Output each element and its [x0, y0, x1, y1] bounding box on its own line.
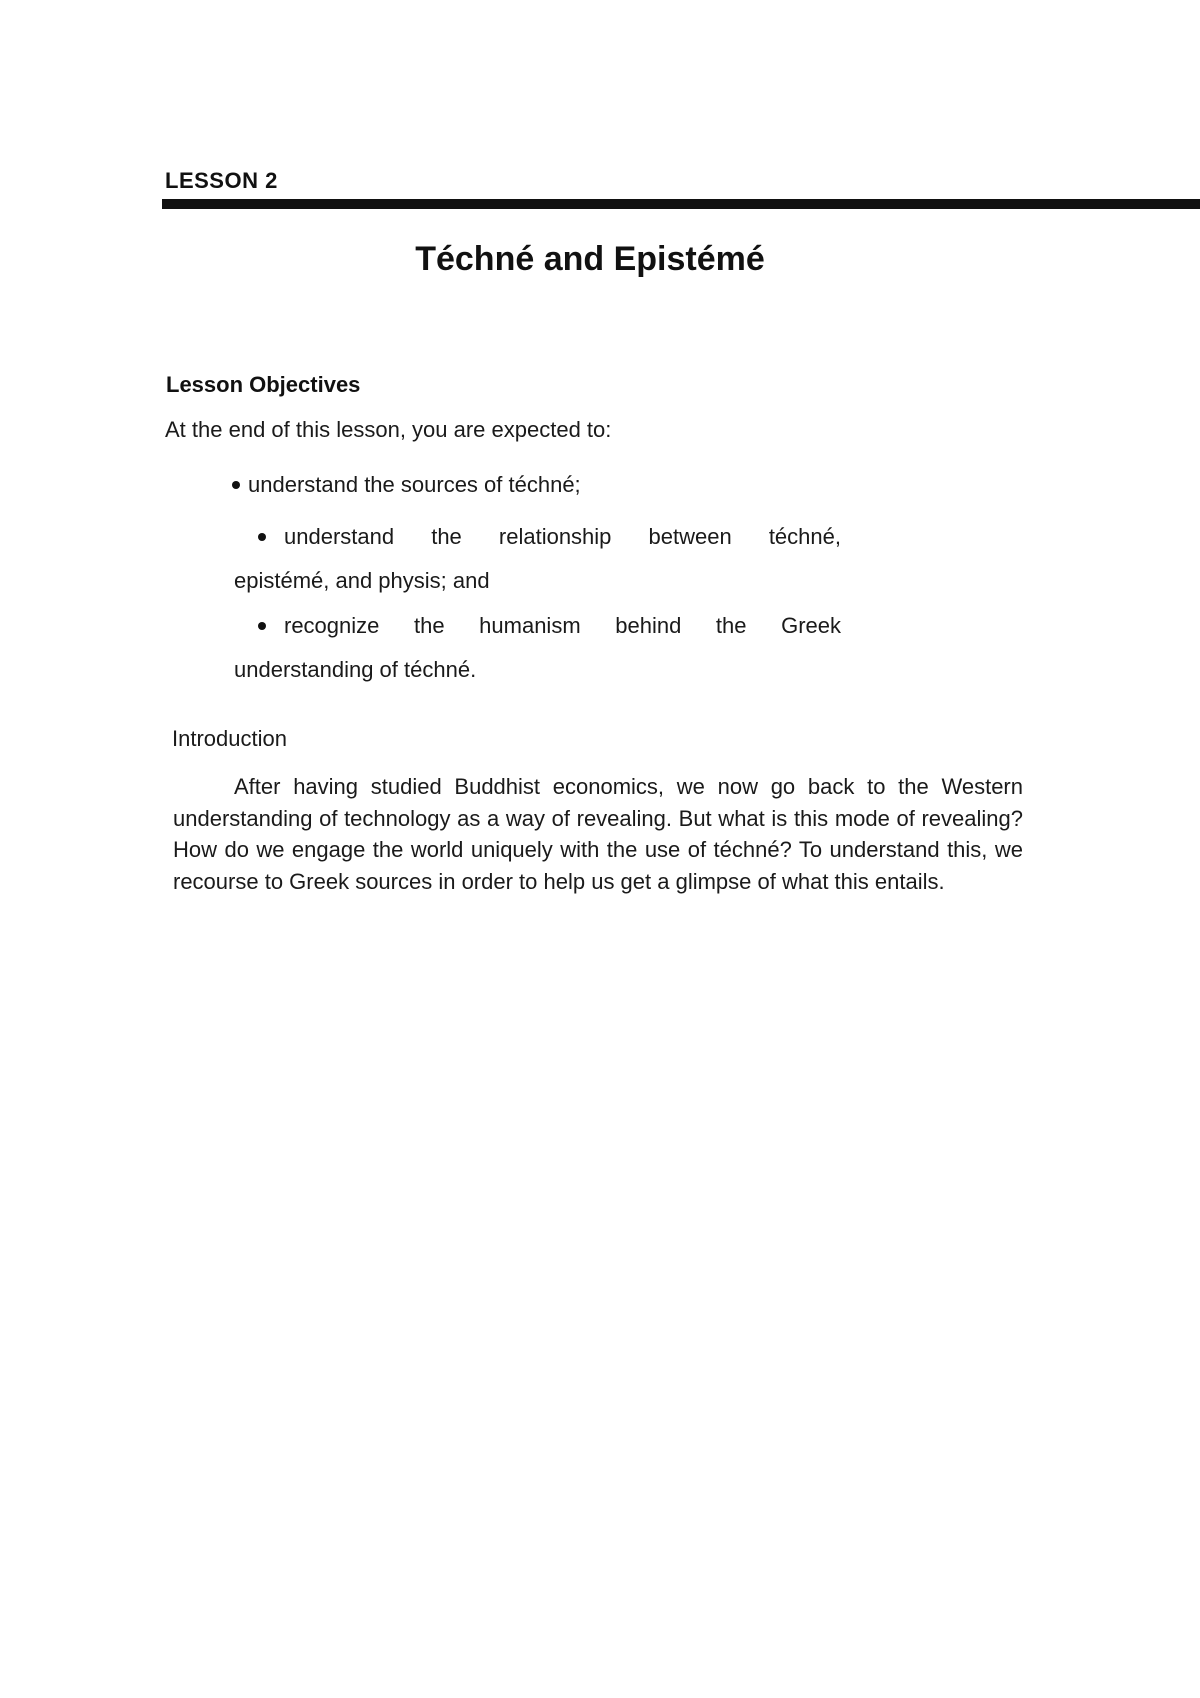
objectives-intro: At the end of this lesson, you are expected to:	[165, 417, 612, 442]
objective-line-2: understanding of téchné.	[234, 657, 477, 682]
lesson-divider	[162, 199, 1200, 209]
objective-item-2	[234, 522, 841, 596]
introduction-paragraph: After having studied Buddhist economics, we now go back to the Western understanding of technology as a way of revealing. But what is this mode of revealing? How do we engage the world uniquely with the use of téchné? To understand this, we recourse to Greek sources in order to help us get a glimpse of what this entails.	[173, 774, 1023, 894]
objective-item-1	[232, 472, 581, 498]
objective-line-1	[234, 611, 841, 641]
objective-text: recognize the humanism behind the Greek	[284, 613, 841, 638]
objective-line-1	[234, 522, 841, 552]
introduction-heading: Introduction	[172, 726, 287, 751]
lesson-label: LESSON 2	[165, 168, 278, 193]
objective-item-3	[234, 611, 841, 685]
objective-text: understand the relationship between téchné,	[284, 524, 841, 549]
objective-line-2: epistémé, and physis; and	[234, 568, 490, 593]
page-title: Téchné and Epistémé	[415, 240, 765, 278]
bullet-icon	[258, 622, 266, 630]
bullet-icon	[232, 481, 240, 489]
objectives-heading: Lesson Objectives	[166, 372, 361, 397]
objective-text: understand the sources of téchné;	[248, 472, 581, 497]
bullet-icon	[258, 533, 266, 541]
